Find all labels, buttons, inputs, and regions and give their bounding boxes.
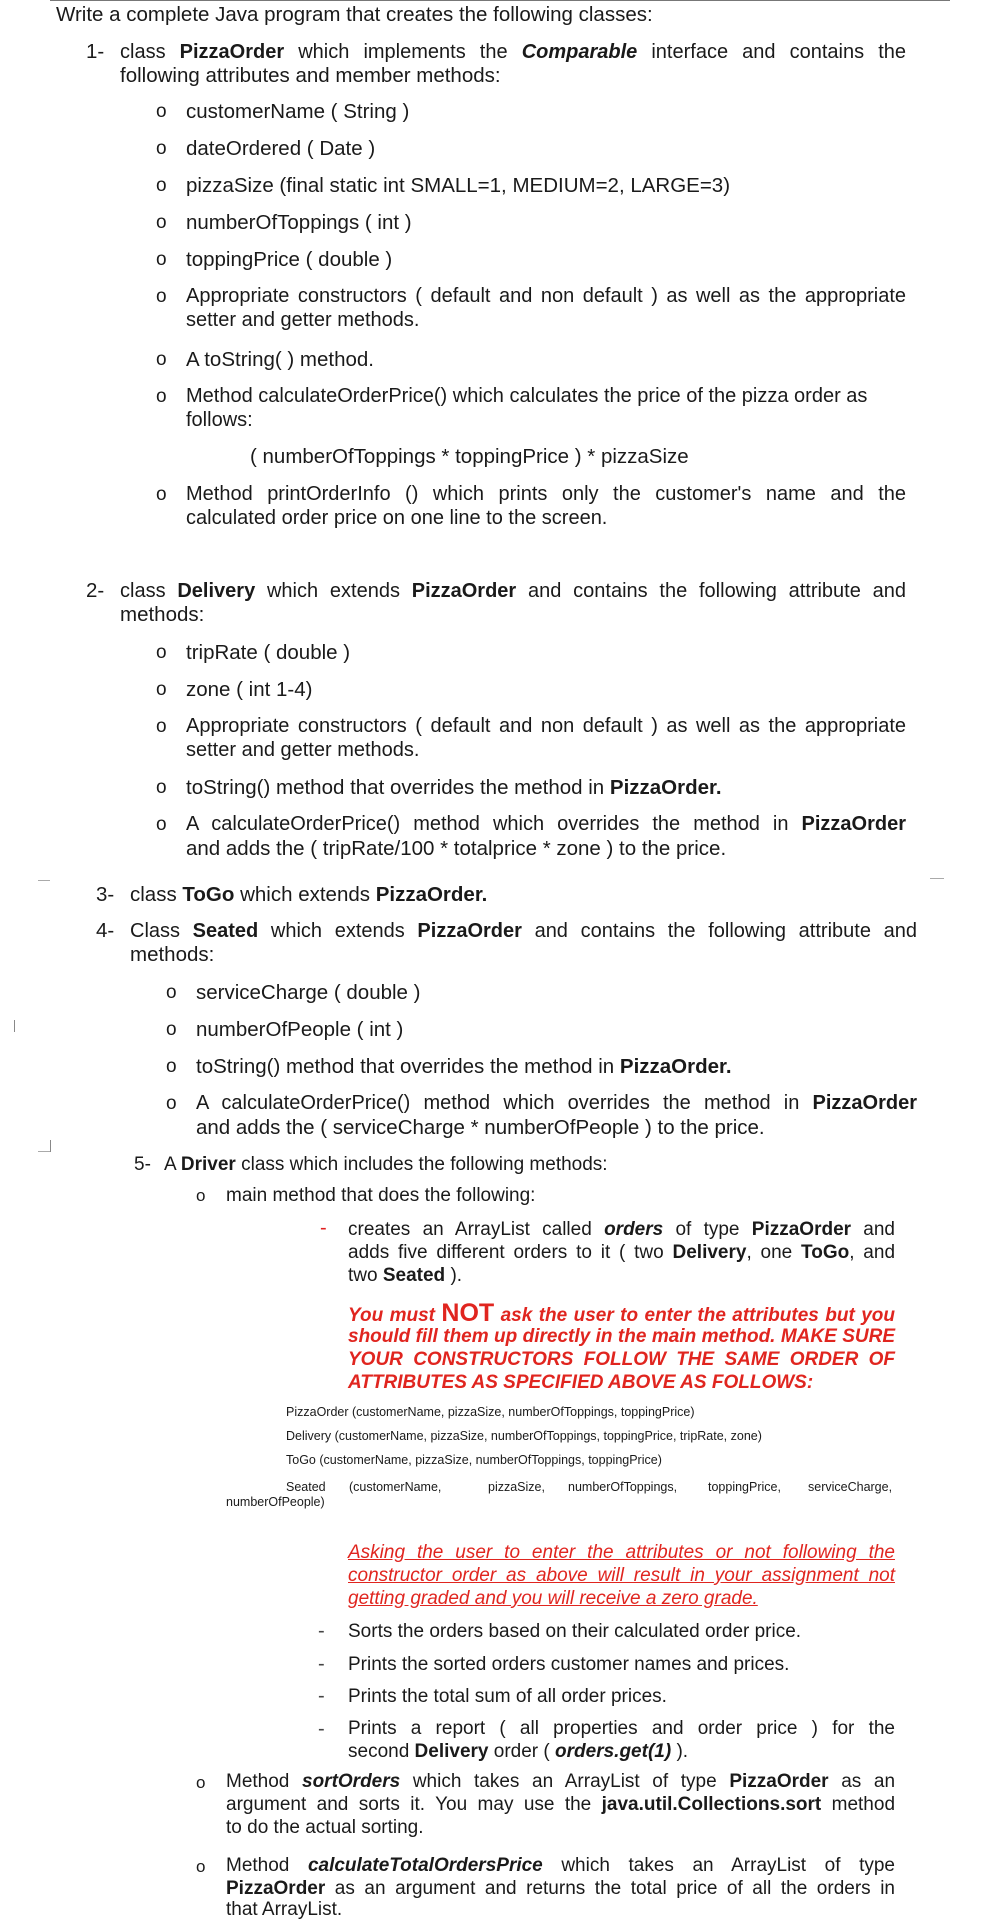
s5-sortorders-line2: argument and sorts it. You may use the java.util.Collections.sort method <box>226 1794 896 1815</box>
s5-calctotal-line1: Method calculateTotalOrdersPrice which takes an ArrayList of type <box>226 1855 895 1876</box>
signature-seated-arg5: serviceCharge, <box>808 1480 893 1494</box>
attr-number-of-people: numberOfPeople ( int ) <box>196 1018 404 1041</box>
bullet-mark: o <box>156 101 167 122</box>
s5-grade-warning-line2: constructor order as above will result in your assignment not <box>348 1565 895 1586</box>
s5-warning-line3: YOUR CONSTRUCTORS FOLLOW THE SAME ORDER OF <box>348 1349 895 1370</box>
section-4-heading-line2: methods: <box>130 943 215 966</box>
bullet-mark: o <box>156 777 167 798</box>
section-3-number: 3- <box>96 883 115 906</box>
s5-report-line2: second Delivery order ( orders.get(1) ). <box>348 1741 689 1762</box>
section-4-number: 4- <box>96 919 115 942</box>
dash-mark: - <box>318 1718 325 1740</box>
s5-sortorders-line1: Method sortOrders which takes an ArrayList of type PizzaOrder as an <box>226 1771 896 1792</box>
s5-create-line3: two Seated ). <box>348 1265 463 1286</box>
s2-calc-line2: and adds the ( tripRate/100 * totalprice * zone ) to the price. <box>186 837 727 860</box>
bullet-mark: o <box>166 1093 177 1114</box>
attr-customer-name: customerName ( String ) <box>186 100 410 123</box>
bullet-mark: o <box>196 1773 206 1792</box>
section-1-number: 1- <box>86 40 105 63</box>
signature-seated-arg3: numberOfToppings, <box>568 1480 678 1494</box>
section-3-heading: class ToGo which extends PizzaOrder. <box>130 883 488 906</box>
signature-togo: ToGo (customerName, pizzaSize, numberOfToppings, toppingPrice) <box>286 1453 662 1467</box>
dash-mark: - <box>318 1620 325 1642</box>
bullet-mark: o <box>156 286 167 307</box>
s1-print-text: Method printOrderInfo () which prints only the customer's name and the calculated order price on one line to the screen. <box>186 483 906 529</box>
section-5-heading: A Driver class which includes the following methods: <box>164 1154 608 1175</box>
section-5-number: 5- <box>134 1154 151 1175</box>
s2-tostring-text: toString() method that overrides the method in PizzaOrder. <box>186 776 722 799</box>
attr-trip-rate: tripRate ( double ) <box>186 641 351 664</box>
section-1-heading-line2: following attributes and member methods: <box>120 64 501 87</box>
attr-pizza-size: pizzaSize (final static int SMALL=1, MEDIUM=2, LARGE=3) <box>186 174 731 197</box>
bullet-mark: o <box>196 1857 206 1876</box>
s4-calc-line2: and adds the ( serviceCharge * numberOfPeople ) to the price. <box>196 1116 765 1139</box>
margin-mark <box>38 880 50 881</box>
bullet-mark: o <box>156 249 167 270</box>
s1-constructors-text: Appropriate constructors ( default and non default ) as well as the appropriate setter and getter methods. <box>186 285 906 331</box>
s5-calctotal-line3: that ArrayList. <box>226 1899 343 1920</box>
attr-topping-price: toppingPrice ( double ) <box>186 248 393 271</box>
s4-tostring-text: toString() method that overrides the method in PizzaOrder. <box>196 1055 732 1078</box>
bullet-mark: o <box>166 1019 177 1040</box>
bullet-mark: o <box>156 642 167 663</box>
section-4-heading-line1: Class Seated which extends PizzaOrder and contains the following attribute and <box>130 920 917 942</box>
signature-seated-arg1: (customerName, <box>349 1480 442 1494</box>
s5-create-line1: creates an ArrayList called orders of type PizzaOrder and <box>348 1219 895 1240</box>
margin-mark <box>14 1020 15 1032</box>
s1-formula: ( numberOfToppings * toppingPrice ) * pizzaSize <box>250 445 689 468</box>
bullet-mark: o <box>166 1056 177 1077</box>
s1-tostring-text: A toString( ) method. <box>186 348 375 371</box>
bullet-mark: o <box>166 982 177 1003</box>
s5-create-line2: adds five different orders to it ( two Delivery, one ToGo, and <box>348 1242 896 1263</box>
signature-seated-name: Seated <box>286 1480 326 1494</box>
signature-seated-arg2: pizzaSize, <box>488 1480 545 1494</box>
attr-zone: zone ( int 1-4) <box>186 678 313 701</box>
intro-text: Write a complete Java program that creates the following classes: <box>56 3 653 26</box>
bullet-mark: o <box>156 814 167 835</box>
section-2-number: 2- <box>86 579 105 602</box>
dash-mark: - <box>318 1685 325 1707</box>
s5-calctotal-line2: PizzaOrder as an argument and returns the total price of all the orders in <box>226 1878 895 1899</box>
signature-delivery: Delivery (customerName, pizzaSize, numberOfToppings, toppingPrice, tripRate, zone) <box>286 1429 762 1443</box>
dash-mark: - <box>318 1653 325 1675</box>
dash-mark: - <box>320 1217 327 1239</box>
bullet-mark: o <box>156 212 167 233</box>
attr-number-of-toppings: numberOfToppings ( int ) <box>186 211 412 234</box>
s5-warning-line4: ATTRIBUTES AS SPECIFIED ABOVE AS FOLLOWS: <box>348 1372 814 1393</box>
s5-sort-text: Sorts the orders based on their calculated order price. <box>348 1621 802 1642</box>
section-2-heading-line2: methods: <box>120 603 205 626</box>
s5-grade-warning-line1: Asking the user to enter the attributes or not following the <box>348 1542 895 1563</box>
s2-calc-line1: A calculateOrderPrice() method which overrides the method in PizzaOrder <box>186 813 906 835</box>
s5-warning-line2: should fill them up directly in the main method. MAKE SURE <box>348 1326 895 1347</box>
margin-mark <box>50 1140 51 1152</box>
margin-mark <box>38 1151 50 1152</box>
section-2-heading-line1: class Delivery which extends PizzaOrder and contains the following attribute and <box>120 580 907 602</box>
top-rule <box>50 0 950 1</box>
signature-seated-arg6: numberOfPeople) <box>226 1495 325 1509</box>
attr-service-charge: serviceCharge ( double ) <box>196 981 421 1004</box>
s5-grade-warning-line3: getting graded and you will receive a zero grade. <box>348 1588 758 1609</box>
s5-warning-line1: You must NOT ask the user to enter the attributes but you <box>348 1299 895 1327</box>
s5-sortorders-line3: to do the actual sorting. <box>226 1817 424 1838</box>
s4-calc-line1: A calculateOrderPrice() method which overrides the method in PizzaOrder <box>196 1092 917 1114</box>
bullet-mark: o <box>156 716 167 737</box>
signature-pizzaorder: PizzaOrder (customerName, pizzaSize, numberOfToppings, toppingPrice) <box>286 1405 695 1419</box>
s5-main-method: main method that does the following: <box>226 1185 536 1206</box>
attr-date-ordered: dateOrdered ( Date ) <box>186 137 376 160</box>
s5-report-line1: Prints a report ( all properties and order price ) for the <box>348 1718 895 1739</box>
s1-calc-text: Method calculateOrderPrice() which calculates the price of the pizza order as follows: <box>186 385 868 431</box>
bullet-mark: o <box>156 138 167 159</box>
bullet-mark: o <box>156 175 167 196</box>
signature-seated-arg4: toppingPrice, <box>708 1480 781 1494</box>
s5-total-text: Prints the total sum of all order prices. <box>348 1686 667 1707</box>
bullet-mark: o <box>156 386 167 407</box>
bullet-mark: o <box>196 1186 206 1205</box>
bullet-mark: o <box>156 349 167 370</box>
s2-constructors-text: Appropriate constructors ( default and non default ) as well as the appropriate setter and getter methods. <box>186 715 906 761</box>
section-1-heading-line1: class PizzaOrder which implements the Comparable interface and contains the <box>120 41 906 63</box>
s5-print-sorted-text: Prints the sorted orders customer names and prices. <box>348 1654 790 1675</box>
margin-mark <box>930 878 944 879</box>
bullet-mark: o <box>156 679 167 700</box>
bullet-mark: o <box>156 484 167 505</box>
